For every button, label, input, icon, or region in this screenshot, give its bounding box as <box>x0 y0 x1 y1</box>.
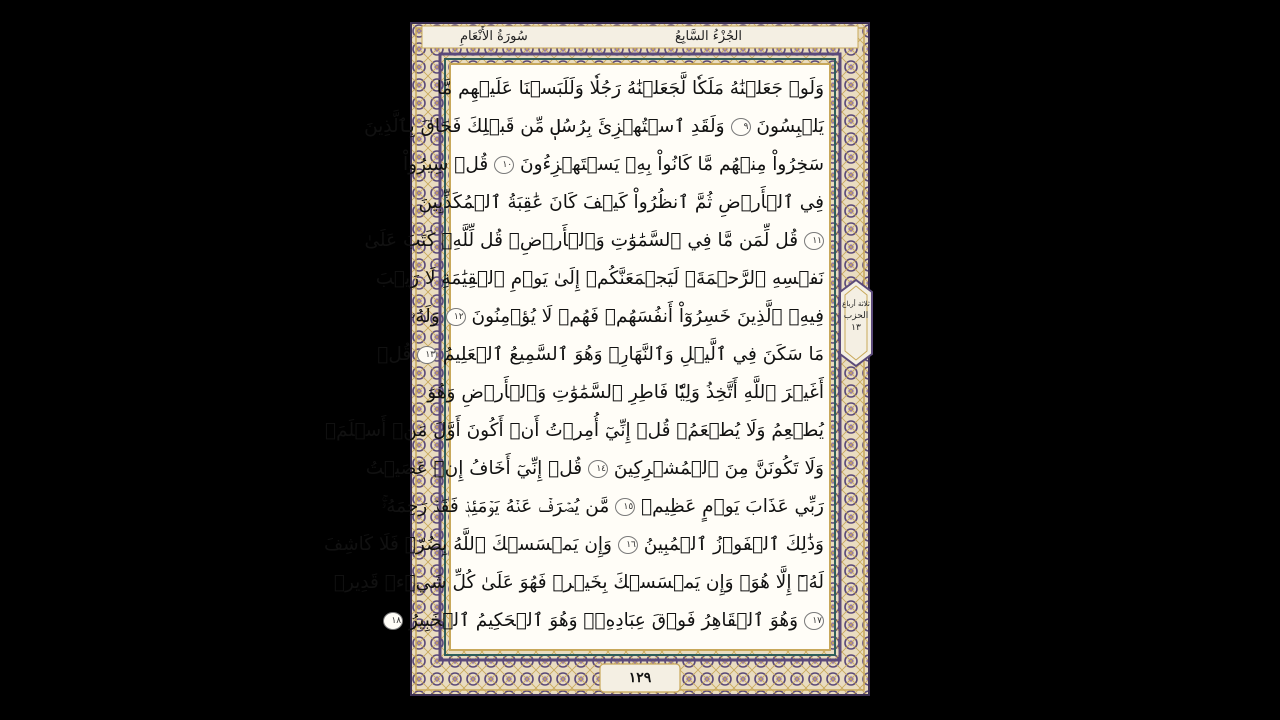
aya-number-marker: ٩ <box>731 118 751 136</box>
quran-line <box>427 374 824 412</box>
quran-line <box>418 184 824 222</box>
quran-line <box>365 450 824 488</box>
quran-line-text: يُطۡعِمُ وَلَا يُطۡعَمُۗ قُلۡ إِنِّيٓ أُمِرۡتُ أَنۡ أَكُونَ أَوَّلَ مَنۡ أَسۡلَمَۖ <box>325 420 824 441</box>
quran-line-prefix: وَلَا تَكُونَنَّ مِنَ ٱلۡمُشۡرِكِينَ <box>613 458 824 479</box>
aya-number-marker: ١٤ <box>588 460 608 478</box>
quran-line-prefix: فِيهِۚ ٱلَّذِينَ خَسِرُوٓاْ أَنفُسَهُمۡ فَهُمۡ لَا يُؤۡمِنُونَ <box>471 306 824 327</box>
quran-line <box>377 336 824 374</box>
quran-line-text: وَلَوۡ جَعَلۡنَٰهُ مَلَكٗا لَّجَعَلۡنَٰهُ رَجُلٗا وَلَلَبَسۡنَا عَلَيۡهِم مَّا <box>436 78 824 99</box>
quran-line-text: لَهُۥٓ إِلَّا هُوَۖ وَإِن يَمۡسَسۡكَ بِخَيۡرٖ فَهُوَ عَلَىٰ كُلِّ شَيۡءٖ قَدِيرٞ <box>333 572 824 593</box>
quran-line <box>364 222 824 260</box>
quran-line <box>375 260 824 298</box>
quran-line <box>381 488 824 526</box>
aya-number-marker: ١٣ <box>417 346 437 364</box>
aya-number-marker: ١٨ <box>383 612 403 630</box>
quran-line-text: قُلۡ <box>377 344 412 365</box>
quran-line-text: فِي ٱلۡأَرۡضِ ثُمَّ ٱنظُرُواْ كَيۡفَ كَانَ عَٰقِبَةُ ٱلۡمُكَذِّبِينَ <box>418 192 824 213</box>
quran-line <box>325 412 824 450</box>
quran-line <box>333 564 824 602</box>
quran-line-prefix: مَا سَكَنَ فِي ٱلَّيۡلِ وَٱلنَّهَارِۚ وَهُوَ ٱلسَّمِيعُ ٱلۡعَلِيمُ <box>442 344 824 365</box>
aya-number-marker: ١٦ <box>618 536 638 554</box>
hizb-marker-line3: ١٣ <box>851 323 861 333</box>
quran-line <box>391 602 824 640</box>
quran-line-text: قُلۡ سِيرُواْ <box>403 154 489 175</box>
quran-text-block <box>324 70 824 644</box>
juz-title: الجُزْءُ السَّابِعُ <box>674 29 742 44</box>
mushaf-page <box>324 22 870 696</box>
quran-line-prefix: رَبِّي عَذَابَ يَوۡمٍ عَظِيمٖ <box>641 496 824 517</box>
quran-line <box>364 108 824 146</box>
hizb-marker-line1: ثلاثة أرباع <box>842 300 870 308</box>
hizb-marker-line2: الحزب <box>843 311 869 321</box>
page-header <box>420 25 860 49</box>
quran-line-text: مَّن يُصۡرَفۡ عَنۡهُ يَوۡمَئِذٖ فَقَدۡ رَحِمَهُۥۚ <box>381 496 610 517</box>
quran-line-text: قُلۡ إِنِّيٓ أَخَافُ إِنۡ عَصَيۡتُ <box>365 458 583 479</box>
quran-line-prefix: سَخِرُواْ مِنۡهُم مَّا كَانُواْ بِهِۦ يَسۡتَهۡزِءُونَ <box>520 154 824 175</box>
aya-number-marker: ١٠ <box>494 156 514 174</box>
quran-line-prefix: وَذَٰلِكَ ٱلۡفَوۡزُ ٱلۡمُبِينُ <box>643 534 824 555</box>
aya-number-marker: ١٥ <box>615 498 635 516</box>
surah-title: سُورَةُ الأَنْعَامِ <box>460 29 528 44</box>
quran-line <box>324 526 824 564</box>
quran-line-text: وَإِن يَمۡسَسۡكَ ٱللَّهُ بِضُرّٖ فَلَا كَاشِفَ <box>324 534 612 555</box>
hizb-marker-text <box>838 298 874 334</box>
quran-line <box>410 298 824 336</box>
quran-line-prefix: يَلۡبِسُونَ <box>756 116 824 137</box>
quran-line-text: أَغَيۡرَ ٱللَّهِ أَتَّخِذُ وَلِيّٗا فَاطِرِ ٱلسَّمَٰوَٰتِ وَٱلۡأَرۡضِ وَهُوَ <box>427 382 824 403</box>
quran-line <box>403 146 824 184</box>
quran-line-text: قُل لِّمَن مَّا فِي ٱلسَّمَٰوَٰتِ وَٱلۡأَرۡضِۖ قُل لِّلَّهِۚ كَتَبَ عَلَىٰ <box>364 230 799 251</box>
page-number: ١٢٩ <box>628 670 652 686</box>
quran-line-text: وَلَهُۥ <box>410 306 440 327</box>
aya-number-marker: ١٧ <box>804 612 824 630</box>
quran-line-text: وَهُوَ ٱلۡقَاهِرُ فَوۡقَ عِبَادِهِۦۚ وَهُوَ ٱلۡحَكِيمُ ٱلۡخَبِيرُ <box>409 610 799 631</box>
aya-number-marker: ١٢ <box>446 308 466 326</box>
quran-line-text: وَلَقَدِ ٱسۡتُهۡزِئَ بِرُسُلٖ مِّن قَبۡلِكَ فَحَاقَ بِٱلَّذِينَ <box>364 116 725 137</box>
quran-line-text: نَفۡسِهِ ٱلرَّحۡمَةَۚ لَيَجۡمَعَنَّكُمۡ إِلَىٰ يَوۡمِ ٱلۡقِيَٰمَةِ لَا رَيۡبَ <box>375 268 824 289</box>
aya-number-marker: ١١ <box>804 232 824 250</box>
quran-line <box>436 70 824 108</box>
